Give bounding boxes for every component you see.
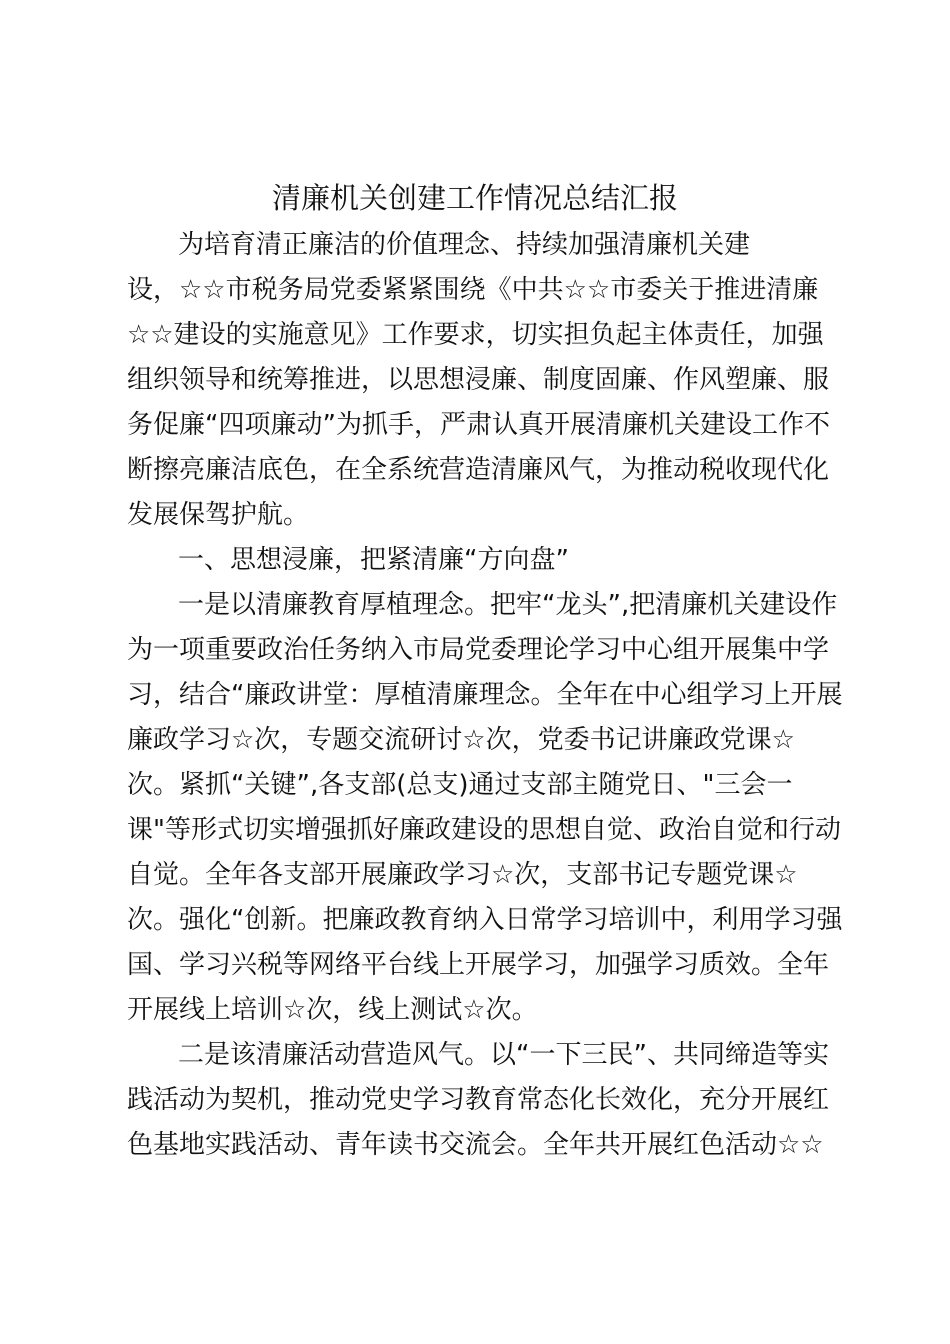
paragraph-line: 次。紧抓“关键”,各支部(总支)通过支部主随党日、"三会一 [127,770,793,800]
paragraph-line: 廉政学习☆次，专题交流研讨☆次，党委书记讲廉政党课☆ [127,725,795,755]
document-title: 清廉机关创建工作情况总结汇报 [271,181,678,215]
paragraph-line: 一是以清廉教育厚植理念。把牢“龙头”,把清廉机关建设作 [178,590,838,620]
paragraph-line: 发展保驾护航。 [127,500,310,530]
section-heading: 一、思想浸廉，把紧清廉“方向盘” [178,545,569,575]
paragraph-line: ☆☆建设的实施意见》工作要求，切实担负起主体责任，加强 [127,320,824,350]
paragraph-line: 为培育清正廉洁的价值理念、持续加强清廉机关建 [178,230,751,260]
paragraph-line: 设，☆☆市税务局党委紧紧围绕《中共☆☆市委关于推进清廉 [127,275,819,305]
paragraph-line: 二是该清廉活动营造风气。以“一下三民”、共同缔造等实 [178,1040,829,1070]
paragraph-line: 践活动为契机，推动党史学习教育常态化长效化，充分开展红 [127,1085,830,1115]
paragraph-line: 务促廉“四项廉动”为抓手，严肃认真开展清廉机关建设工作不 [127,410,830,440]
paragraph-line: 开展线上培训☆次，线上测试☆次。 [127,995,538,1025]
paragraph-line: 断擦亮廉洁底色，在全系统营造清廉风气，为推动税收现代化 [127,455,830,485]
paragraph-line: 自觉。全年各支部开展廉政学习☆次，支部书记专题党课☆ [127,860,798,890]
paragraph-line: 课"等形式切实增强抓好廉政建设的思想自觉、政治自觉和行动 [127,815,841,845]
paragraph-line: 色基地实践活动、青年读书交流会。全年共开展红色活动☆☆ [127,1130,824,1160]
paragraph-line: 国、学习兴税等网络平台线上开展学习，加强学习质效。全年 [127,950,830,980]
paragraph-line: 习，结合“廉政讲堂：厚植清廉理念。全年在中心组学习上开展 [127,680,843,710]
paragraph-line: 组织领导和统筹推进，以思想浸廉、制度固廉、作风塑廉、服 [127,365,830,395]
paragraph-line: 为一项重要政治任务纳入市局党委理论学习中心组开展集中学 [127,635,830,665]
paragraph-line: 次。强化“创新。把廉政教育纳入日常学习培训中，利用学习强 [127,905,843,935]
